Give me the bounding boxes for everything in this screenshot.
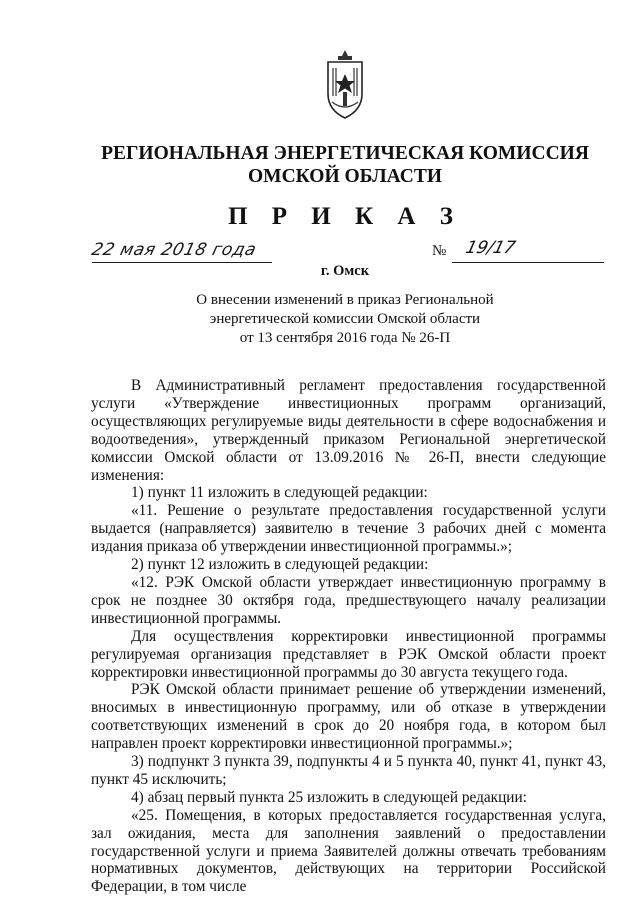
handwritten-number: 19/17 (463, 238, 518, 258)
body-paragraph: «12. РЭК Омской области утверждает инвестиционную программу в срок не позднее 30 октября года, предшествующего началу реализации инвестиционной программы. (91, 573, 606, 627)
subject-line: от 13 сентября 2016 года № 26-П (239, 330, 451, 346)
document-type-title: П Р И К А З (228, 203, 462, 230)
body-paragraph: Для осуществления корректировки инвестиционной программы регулируемая организация представляет в РЭК Омской области проект корректировки инвестиционной программы до 30 августа текущего года. (91, 627, 606, 681)
number-label: № (432, 243, 447, 259)
organization-name-line1: РЕГИОНАЛЬНАЯ ЭНЕРГЕТИЧЕСКАЯ КОМИССИЯ (101, 143, 589, 164)
organization-name-line2: ОМСКОЙ ОБЛАСТИ (248, 166, 442, 187)
body-paragraph: «25. Помещения, в которых предоставляется государственная услуга, зал ожидания, места для заполнения заявлений о предоставлении государственной услуги и приема Заявителей должны отвечать требованиям нормативных документов, действующих на территории Российской Федерации, в том числе (91, 806, 606, 896)
body-paragraph: 3) подпункт 3 пункта 39, подпункты 4 и 5 пункта 40, пункт 41, пункт 43, пункт 45 исключить; (91, 753, 606, 788)
subject-line: О внесении изменений в приказ Региональной (196, 292, 494, 308)
order-subject (180, 291, 510, 348)
body-paragraph: 2) пункт 12 изложить в следующей редакции: (131, 556, 429, 574)
body-paragraph: РЭК Омской области принимает решение об утверждении изменений, вносимых в инвестиционную программу, или об отказе в утверждении соответствующих изменений в срок до 20 ноября года, в котором был направлен проект корректировки инвестиционной программы.»; (91, 681, 606, 753)
body-paragraph: 4) абзац первый пункта 25 изложить в следующей редакции: (131, 788, 527, 806)
order-body (91, 377, 606, 896)
subject-line: энергетической комиссии Омской области (209, 311, 481, 327)
handwritten-date: 22 мая 2018 года (89, 240, 259, 260)
coat-of-arms-icon (324, 48, 366, 120)
body-paragraph: 1) пункт 11 изложить в следующей редакции: (131, 484, 428, 502)
body-paragraph: «11. Решение о результате предоставления государственной услуги выдается (направляется) заявителю в течение 3 рабочих дней с момента издания приказа об утверждении инвестиционной программы.»; (91, 502, 606, 556)
city-name: г. Омск (320, 263, 370, 279)
body-paragraph: В Административный регламент предоставления государственной услуги «Утверждение инвестиционных программ организаций, осуществляющих регулируемые виды деятельности в сфере водоснабжения и водоотведения», утвержденный приказом Региональной энергетической комиссии Омской области от 13.09.2016 № 26-П, внести следующие изменения: (91, 377, 606, 484)
